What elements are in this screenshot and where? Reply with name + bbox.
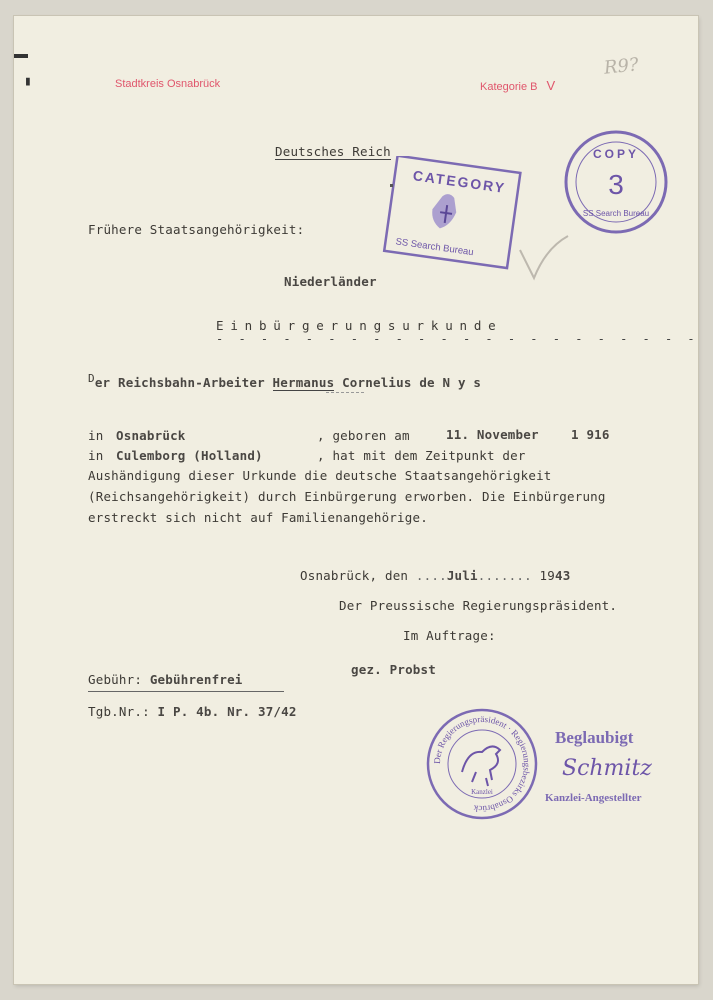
copy-stamp-bottom: SS Search Bureau bbox=[582, 209, 650, 218]
birthplace-value: Culemborg (Holland) bbox=[116, 448, 263, 463]
certified-role: Kanzlei-Angestellter bbox=[545, 792, 642, 804]
intro-text: er Reichsbahn-Arbeiter bbox=[94, 375, 265, 390]
in-label-2: in bbox=[88, 448, 104, 463]
place-date-prefix: Osnabrück, den bbox=[300, 568, 409, 583]
former-citizenship-label: Frühere Staatsangehörigkeit: bbox=[88, 222, 305, 237]
in-label-1: in bbox=[88, 428, 104, 443]
category-stamp-bottom: SS Search Bureau bbox=[394, 236, 475, 259]
horse-icon bbox=[462, 746, 500, 786]
journal-line bbox=[88, 704, 297, 719]
journal-label: Tgb.Nr.: bbox=[88, 704, 150, 719]
category-stamp bbox=[382, 156, 524, 272]
document-title: Einbürgerungsurkunde bbox=[216, 318, 503, 333]
certified-signature: Schmitz bbox=[562, 756, 652, 781]
intro-line bbox=[88, 372, 481, 390]
fee-line bbox=[88, 672, 243, 687]
category-stamp-top: CATEGORY bbox=[411, 167, 508, 197]
copy-stamp-number: 3 bbox=[608, 169, 624, 200]
journal-value: I P. 4b. Nr. 37/42 bbox=[157, 704, 297, 719]
document-heading: Deutsches Reich bbox=[275, 144, 391, 159]
pencil-reference: R9? bbox=[602, 54, 640, 79]
ink-dot bbox=[390, 184, 393, 187]
place-date-line: Osnabrück, den ....Juli....... 1943 bbox=[300, 568, 571, 583]
title-underline: - - - - - - - - - - - - - - - - - - - - - - bbox=[216, 332, 699, 346]
district-stamp: Stadtkreis Osnabrück bbox=[115, 78, 221, 90]
other-names: Cornelius de N y s bbox=[342, 375, 482, 390]
signed-line: gez. Probst bbox=[351, 662, 436, 677]
intro-initial: D bbox=[88, 372, 95, 385]
residence-value: Osnabrück bbox=[116, 428, 186, 443]
category-red-stamp-label: Kategorie B bbox=[480, 81, 538, 93]
category-red-stamp bbox=[480, 78, 555, 93]
body-line-2: Aushändigung dieser Urkunde die deutsche Staatsangehörigkeit bbox=[88, 468, 552, 483]
body-line-3: (Reichsangehörigkeit) durch Einbürgerung erworben. Die Einbürgerung bbox=[88, 489, 606, 504]
body-line-4: erstreckt sich nicht auf Familienangehörige. bbox=[88, 510, 428, 525]
edge-tick-icon: ▮ bbox=[24, 74, 32, 89]
birth-date-value: 11. November bbox=[446, 427, 539, 442]
document-page bbox=[14, 16, 698, 984]
authority-line: Der Preussische Regierungspräsident. bbox=[339, 598, 618, 613]
copy-stamp bbox=[562, 128, 670, 236]
fee-label: Gebühr: bbox=[88, 672, 143, 687]
category-red-stamp-mark: V bbox=[546, 78, 556, 93]
certified-title: Beglaubigt bbox=[555, 728, 634, 747]
government-seal bbox=[426, 708, 538, 820]
date-month: Juli bbox=[446, 568, 478, 583]
first-name: Hermanus bbox=[272, 375, 335, 390]
year-prefix: 19 bbox=[539, 568, 555, 583]
former-citizenship-value: Niederländer bbox=[284, 274, 377, 289]
copy-stamp-top: COPY bbox=[592, 147, 640, 161]
birth-year-value: 1 916 bbox=[571, 427, 610, 442]
category-stamp-emblem-icon bbox=[430, 192, 459, 230]
seal-center-text: Kanzlei bbox=[471, 788, 493, 796]
on-behalf-line: Im Auftrage: bbox=[403, 628, 496, 643]
year-suffix: 43 bbox=[555, 568, 571, 583]
seal-ring-text: Der Regierungspräsident · Regierungsbezirks Osnabrück bbox=[431, 713, 533, 815]
name-dash-underline bbox=[326, 392, 364, 393]
fee-value: Gebührenfrei bbox=[149, 672, 243, 687]
born-label: , geboren am bbox=[317, 428, 410, 443]
binder-mark bbox=[14, 54, 28, 58]
fee-rule bbox=[88, 691, 284, 692]
body-line-1: , hat mit dem Zeitpunkt der bbox=[317, 448, 526, 463]
